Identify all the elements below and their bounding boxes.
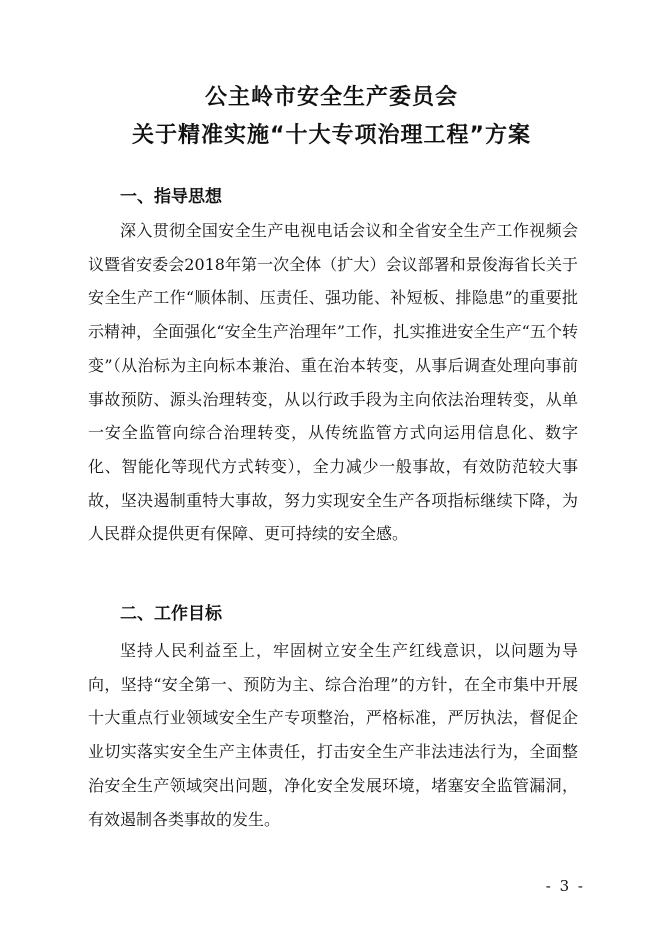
section-paragraph-work-goals: 坚持人民利益至上，牢固树立安全生产红线意识，以问题为导向，坚持“安全第一、预防为主、综合治理”的方针，在全市集中开展十大重点行业领域安全生产专项整治，严格标准，严厉执法，督促企业切实落实安全生产主体责任，打击安全生产非法违法行为，全面整治安全生产领域突出问题，净化安全发展环境，堵塞安全监管漏洞，有效遏制各类事故的发生。 [88, 641, 578, 829]
page-number: - 3 - [545, 877, 585, 895]
document-title-line2: 关于精准实施“十大专项治理工程”方案 [132, 123, 531, 148]
section-heading-guiding-ideology: 一、指导思想 [120, 187, 222, 207]
section-paragraph-guiding-ideology: 深入贯彻全国安全生产电视电话会议和全省安全生产工作视频会议暨省安委会2018年第一次全体（扩大）会议部署和景俊海省长关于安全生产工作“顺体制、压责任、强功能、补短板、排隐患”的重要批示精神，全面强化“安全生产治理年”工作，扎实推进安全生产“五个转变”（从治标为主向标本兼治、重在治本转变，从事后调查处理向事前事故预防、源头治理转变，从以行政手段为主向依法治理转变，从单一安全监管向综合治理转变，从传统监管方式向运用信息化、数字化、智能化等现代方式转变），全力减少一般事故，有效防范较大事故，坚决遏制重特大事故，努力实现安全生产各项指标继续下降，为人民群众提供更有保障、更可持续的安全感。 [88, 221, 578, 544]
section-heading-work-goals: 二、工作目标 [120, 604, 222, 624]
document-title-line1: 公主岭市安全生产委员会 [204, 85, 458, 110]
